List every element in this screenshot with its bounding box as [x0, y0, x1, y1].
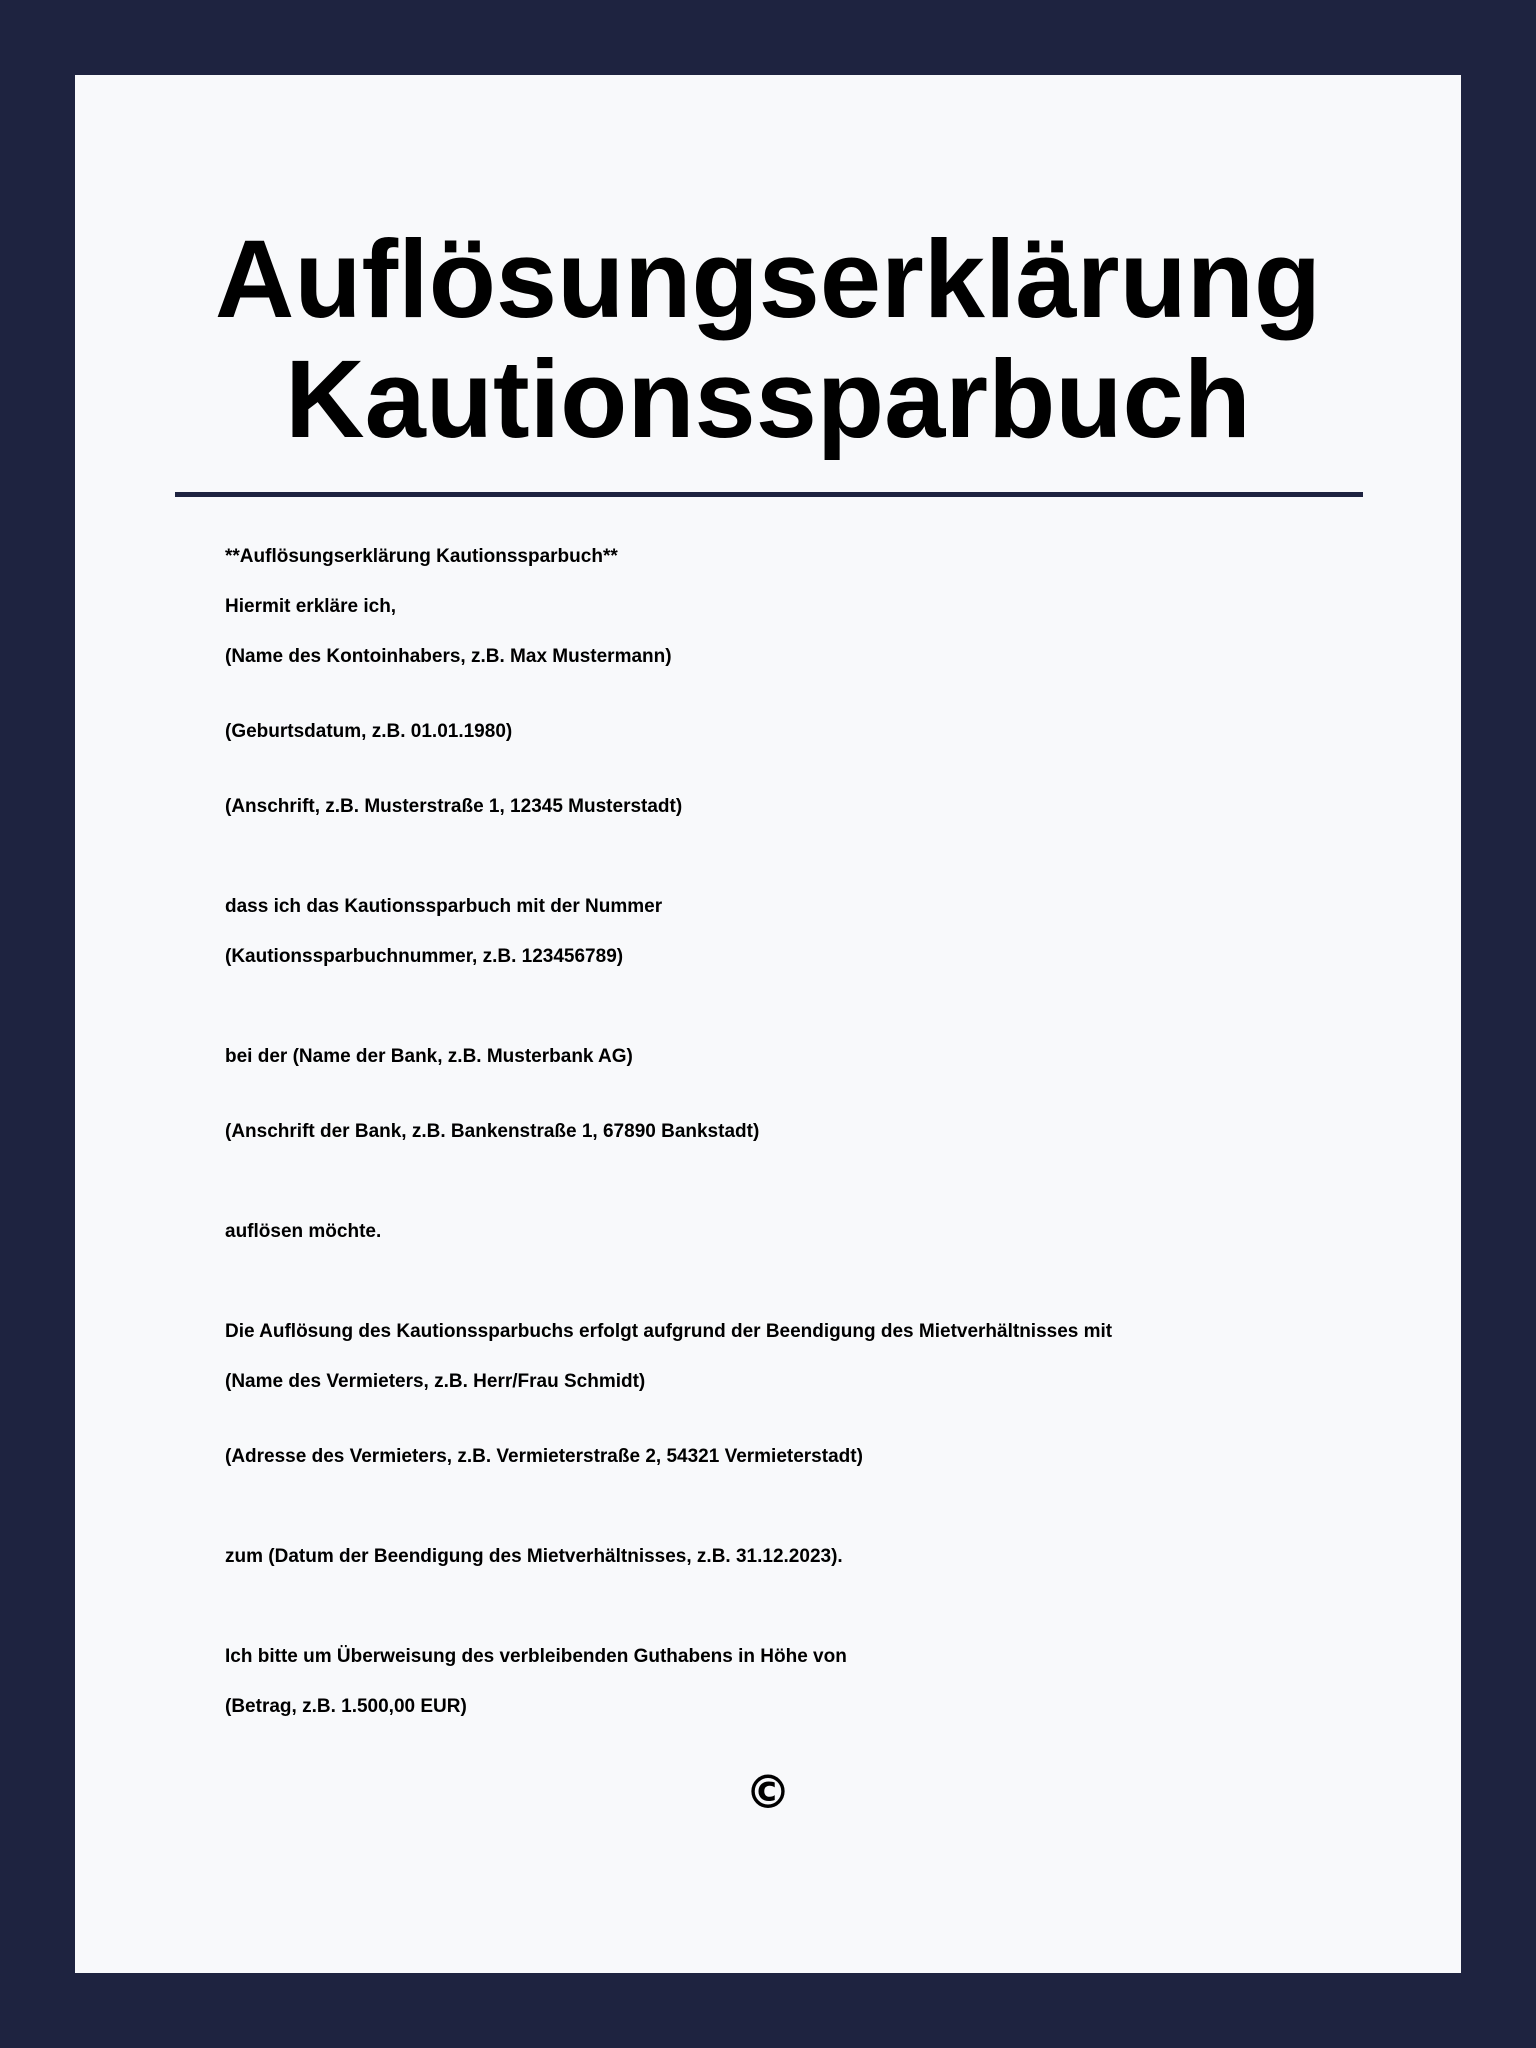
body-line-birthdate: (Geburtsdatum, z.B. 01.01.1980): [225, 721, 513, 742]
copyright-icon: ©: [745, 1765, 791, 1819]
body-line-account-holder: (Name des Kontoinhabers, z.B. Max Mustermann): [225, 646, 672, 667]
body-line-savings-book-intro: dass ich das Kautionssparbuch mit der Nummer: [225, 896, 663, 917]
body-line-address: (Anschrift, z.B. Musterstraße 1, 12345 Musterstadt): [225, 796, 683, 817]
title-line-2: Kautionssparbuch: [285, 338, 1251, 461]
body-line-heading: **Auflösungserklärung Kautionssparbuch**: [225, 546, 618, 567]
document-page: [75, 75, 1461, 1973]
body-line-amount: (Betrag, z.B. 1.500,00 EUR): [225, 1696, 467, 1717]
body-line-closure: auflösen möchte.: [225, 1221, 382, 1242]
body-line-transfer-request: Ich bitte um Überweisung des verbleibenden Guthabens in Höhe von: [225, 1646, 847, 1667]
title-line-1: Auflösungserklärung: [214, 218, 1322, 341]
body-line-savings-book-number: (Kautionssparbuchnummer, z.B. 123456789): [225, 946, 624, 967]
body-line-landlord-address: (Adresse des Vermieters, z.B. Vermieterstraße 2, 54321 Vermieterstadt): [225, 1446, 863, 1467]
body-line-landlord-name: (Name des Vermieters, z.B. Herr/Frau Schmidt): [225, 1371, 646, 1392]
body-line-reason: Die Auflösung des Kautionssparbuchs erfolgt aufgrund der Beendigung des Mietverhältnisses mit: [225, 1321, 1113, 1342]
document-title: [75, 220, 1461, 460]
title-divider: [175, 492, 1363, 497]
body-line-bank-name: bei der (Name der Bank, z.B. Musterbank AG): [225, 1046, 633, 1067]
body-line-declaration: Hiermit erkläre ich,: [225, 596, 397, 617]
body-line-bank-address: (Anschrift der Bank, z.B. Bankenstraße 1, 67890 Bankstadt): [225, 1121, 760, 1142]
body-line-end-date: zum (Datum der Beendigung des Mietverhältnisses, z.B. 31.12.2023).: [225, 1546, 843, 1567]
